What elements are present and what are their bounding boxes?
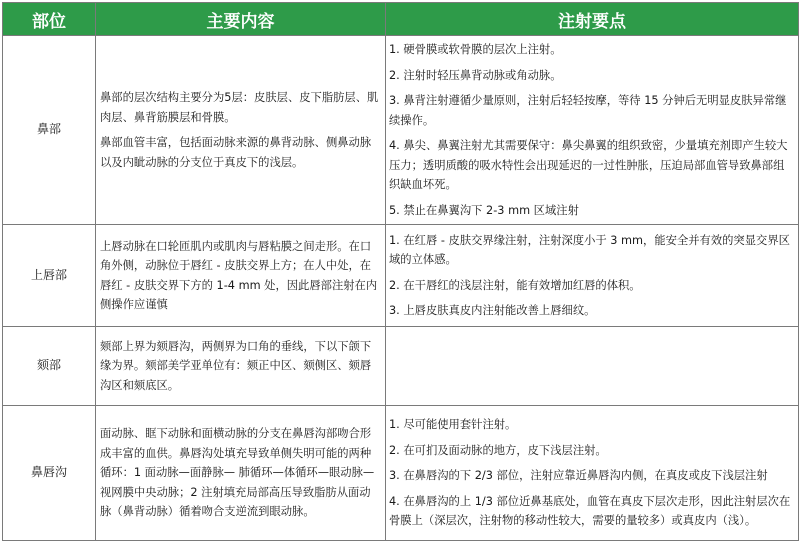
anatomy-injection-table — [2, 2, 799, 541]
table-row-nose — [3, 36, 799, 225]
content-cell — [96, 36, 386, 225]
header-row — [3, 3, 799, 36]
inject-point: 3. 鼻背注射遵循少量原则，注射后轻轻按摩，等待 15 分钟后无明显皮肤异常继续操作。 — [389, 94, 787, 127]
inject-point: 1. 在红唇 - 皮肤交界缘注射，注射深度小于 3 mm，能安全并有效的突显交界区域的立体感。 — [389, 233, 790, 266]
inject-point: 3. 在鼻唇沟的下 2/3 部位，注射应靠近鼻唇沟内侧，在真皮或皮下浅层注射 — [389, 469, 768, 483]
table-row-upper-lip — [3, 225, 799, 327]
table-row-nasolabial-fold — [3, 406, 799, 541]
content-cell — [96, 327, 386, 406]
content-paragraph: 上唇动脉在口轮匝肌内或肌肉与唇粘膜之间走形。在口角外侧，动脉位于唇红 - 皮肤交界上方；在人中处，在唇红 - 皮肤交界下方的 1-4 mm 处，因此唇部注射在内侧操作应谨慎 — [100, 239, 378, 311]
content-paragraph: 鼻部血管丰富，包括面动脉来源的鼻背动脉、侧鼻动脉以及内眦动脉的分支位于真皮下的浅层。 — [100, 136, 372, 169]
content-cell — [96, 225, 386, 327]
header-inject: 注射要点 — [386, 3, 799, 36]
inject-cell — [386, 225, 799, 327]
content-paragraph: 鼻部的层次结构主要分为5层：皮肤层、皮下脂肪层、肌肉层、鼻背筋膜层和骨膜。 — [100, 91, 379, 124]
header-part: 部位 — [3, 3, 96, 36]
inject-point: 4. 鼻尖、鼻翼注射尤其需要保守：鼻尖鼻翼的组织致密，少量填充剂即产生较大压力；透明质酸的吸水特性会出现延迟的一过性肿胀，压迫局部血管导致鼻部组织缺血坏死。 — [389, 139, 788, 191]
inject-point: 2. 在可扪及面动脉的地方，皮下浅层注射。 — [389, 443, 607, 457]
inject-point: 2. 注射时轻压鼻背动脉或角动脉。 — [389, 68, 562, 82]
inject-point: 3. 上唇皮肤真皮内注射能改善上唇细纹。 — [389, 304, 596, 317]
inject-point: 5. 禁止在鼻翼沟下 2-3 mm 区域注射 — [389, 203, 579, 217]
content-paragraph: 颏部上界为颏唇沟，两侧界为口角的垂线，下以下颌下缘为界。颏部美学亚单位有：颏正中区、颏侧区、颏唇沟区和颏底区。 — [100, 339, 372, 392]
inject-point: 4. 在鼻唇沟的上 1/3 部位近鼻基底处，血管在真皮下层次走形，因此注射层次在骨膜上（深层次，注射物的移动性较大，需要的量较多）或真皮内（浅）。 — [389, 494, 791, 528]
inject-point: 1. 硬骨膜或软骨膜的层次上注射。 — [389, 43, 562, 56]
header-content: 主要内容 — [96, 3, 386, 36]
table-row-chin — [3, 327, 799, 406]
part-cell: 鼻部 — [3, 36, 96, 225]
inject-cell-empty — [386, 327, 799, 406]
inject-cell — [386, 36, 799, 225]
content-cell — [96, 406, 386, 541]
inject-point: 2. 在干唇红的浅层注射，能有效增加红唇的体积。 — [389, 278, 641, 292]
part-cell: 鼻唇沟 — [3, 406, 96, 541]
inject-point: 1. 尽可能使用套针注射。 — [389, 418, 517, 432]
inject-cell — [386, 406, 799, 541]
content-paragraph: 面动脉、眶下动脉和面横动脉的分支在鼻唇沟部吻合形成丰富的血供。鼻唇沟处填充导致单侧失明可能的两种循环：1 面动脉—面静脉— 肺循环—体循环—眼动脉—视网膜中央动脉；2 注射填充局部高压导致脂肪从面动脉（鼻背动脉）循着吻合支逆流到眼动脉。 — [100, 427, 375, 519]
part-cell: 上唇部 — [3, 225, 96, 327]
part-cell: 颏部 — [3, 327, 96, 406]
